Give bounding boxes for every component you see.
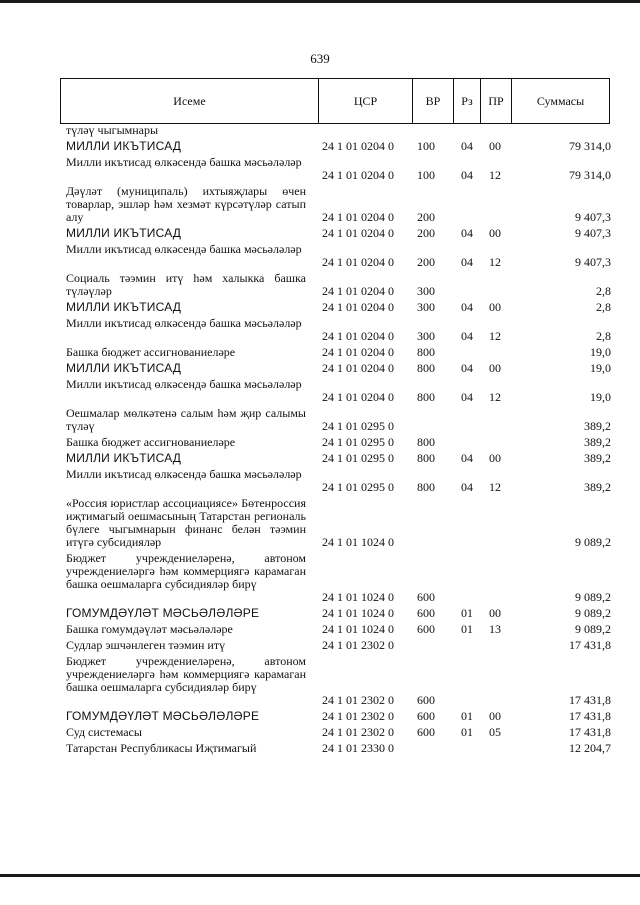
row-sum: 17 431,8 — [569, 693, 611, 707]
row-name: Башка бюджет ассигнованиеләре — [66, 435, 236, 449]
table-row — [0, 156, 640, 185]
row-sum: 9 407,3 — [575, 210, 611, 224]
header-csr: ЦСР — [353, 94, 378, 108]
row-vr: 300 — [417, 284, 435, 298]
row-csr: 24 1 01 1024 0 — [322, 590, 394, 604]
row-csr: 24 1 01 0204 0 — [322, 210, 394, 224]
row-name: МИЛЛИ ИКЪТИСАД — [66, 226, 182, 240]
row-csr: 24 1 01 0204 0 — [322, 329, 394, 343]
row-rz: 04 — [461, 255, 473, 269]
row-sum: 17 431,8 — [569, 709, 611, 723]
row-pr: 00 — [489, 361, 501, 375]
row-vr: 600 — [417, 606, 435, 620]
scan-top-edge — [0, 0, 640, 3]
row-pr: 00 — [489, 606, 501, 620]
row-vr: 600 — [417, 590, 435, 604]
row-name: Милли икътисад өлкәсендә башка мәсьәләләр — [66, 377, 302, 391]
row-name: Социаль тәэмин итү һәм халыкка башка түләүләр — [66, 271, 306, 298]
row-sum: 17 431,8 — [569, 725, 611, 739]
table-row — [0, 124, 640, 140]
header-pr: ПР — [488, 94, 504, 108]
table-row — [0, 639, 640, 655]
row-name: түләү чыгымнары — [66, 123, 159, 137]
row-rz: 01 — [461, 709, 473, 723]
row-rz: 04 — [461, 226, 473, 240]
table-row — [0, 552, 640, 607]
row-name: ГОМУМДӘҮЛӘТ МӘСЬӘЛӘЛӘРЕ — [66, 709, 260, 723]
row-sum: 79 314,0 — [569, 168, 611, 182]
row-name: МИЛЛИ ИКЪТИСАД — [66, 139, 182, 153]
table-row — [0, 272, 640, 301]
row-name: Милли икътисад өлкәсендә башка мәсьәләләр — [66, 467, 302, 481]
table-row — [0, 243, 640, 272]
row-csr: 24 1 01 0204 0 — [322, 226, 394, 240]
row-csr: 24 1 01 2302 0 — [322, 725, 394, 739]
row-vr: 100 — [417, 139, 435, 153]
row-sum: 389,2 — [584, 451, 611, 465]
table-row — [0, 407, 640, 436]
row-name: «Россия юристлар ассоциациясе» Бөтенроссия иҗтимагый оешмасының Татарстан региональ бүлеге чыгымнарын финанс белән тәэмин итүгә субсидияләр — [66, 496, 306, 549]
row-sum: 9 407,3 — [575, 255, 611, 269]
row-csr: 24 1 01 0204 0 — [322, 390, 394, 404]
table-row — [0, 301, 640, 317]
table-row — [0, 710, 640, 726]
row-rz: 01 — [461, 725, 473, 739]
row-rz: 04 — [461, 139, 473, 153]
row-vr: 800 — [417, 480, 435, 494]
header-rz: Рз — [461, 94, 473, 108]
row-rz: 04 — [461, 390, 473, 404]
row-vr: 600 — [417, 622, 435, 636]
row-pr: 13 — [489, 622, 501, 636]
row-vr: 800 — [417, 361, 435, 375]
table-row — [0, 346, 640, 362]
row-sum: 389,2 — [584, 419, 611, 433]
row-vr: 600 — [417, 693, 435, 707]
row-sum: 12 204,7 — [569, 741, 611, 755]
row-name: Башка бюджет ассигнованиеләре — [66, 345, 236, 359]
row-sum: 389,2 — [584, 480, 611, 494]
row-sum: 19,0 — [590, 361, 611, 375]
row-name: Милли икътисад өлкәсендә башка мәсьәләләр — [66, 242, 302, 256]
table-row — [0, 227, 640, 243]
row-pr: 00 — [489, 451, 501, 465]
row-csr: 24 1 01 2302 0 — [322, 638, 394, 652]
scan-bottom-band — [0, 874, 640, 877]
row-name: Милли икътисад өлкәсендә башка мәсьәләләр — [66, 316, 302, 330]
table-row — [0, 436, 640, 452]
row-csr: 24 1 01 0204 0 — [322, 168, 394, 182]
row-rz: 04 — [461, 168, 473, 182]
row-pr: 00 — [489, 226, 501, 240]
row-pr: 00 — [489, 139, 501, 153]
row-rz: 04 — [461, 480, 473, 494]
row-rz: 01 — [461, 606, 473, 620]
row-csr: 24 1 01 0204 0 — [322, 284, 394, 298]
row-rz: 01 — [461, 622, 473, 636]
table-row — [0, 623, 640, 639]
row-vr: 800 — [417, 390, 435, 404]
row-name: Бюджет учреждениеләренә, автоном учреждениеләргә һәм коммерциягә карамаган башка оешмаларга субсидияләр бирү — [66, 551, 306, 591]
header-sum: Суммасы — [536, 94, 585, 108]
row-name: Судлар эшчәнлеген тәэмин итү — [66, 638, 226, 652]
row-vr: 800 — [417, 345, 435, 359]
row-pr: 00 — [489, 300, 501, 314]
row-pr: 12 — [489, 480, 501, 494]
row-csr: 24 1 01 0204 0 — [322, 361, 394, 375]
row-csr: 24 1 01 0295 0 — [322, 419, 394, 433]
row-csr: 24 1 01 1024 0 — [322, 622, 394, 636]
header-name: Исеме — [173, 94, 206, 108]
table-body — [0, 124, 640, 758]
row-sum: 9 089,2 — [575, 606, 611, 620]
row-sum: 9 407,3 — [575, 226, 611, 240]
table-row — [0, 468, 640, 497]
row-vr: 200 — [417, 226, 435, 240]
row-sum: 2,8 — [596, 329, 611, 343]
row-pr: 12 — [489, 168, 501, 182]
table-row — [0, 317, 640, 346]
row-sum: 9 089,2 — [575, 590, 611, 604]
row-rz: 04 — [461, 300, 473, 314]
row-sum: 19,0 — [590, 345, 611, 359]
row-vr: 200 — [417, 210, 435, 224]
table-row — [0, 607, 640, 623]
row-pr: 12 — [489, 329, 501, 343]
row-csr: 24 1 01 1024 0 — [322, 535, 394, 549]
row-vr: 300 — [417, 329, 435, 343]
row-pr: 05 — [489, 725, 501, 739]
row-name: Милли икътисад өлкәсендә башка мәсьәләләр — [66, 155, 302, 169]
row-vr: 100 — [417, 168, 435, 182]
row-csr: 24 1 01 0204 0 — [322, 139, 394, 153]
row-sum: 9 089,2 — [575, 535, 611, 549]
row-name: Башка гомумдәүләт мәсьәләләре — [66, 622, 233, 636]
row-sum: 79 314,0 — [569, 139, 611, 153]
row-csr: 24 1 01 2302 0 — [322, 709, 394, 723]
row-sum: 9 089,2 — [575, 622, 611, 636]
row-csr: 24 1 01 2302 0 — [322, 693, 394, 707]
table-row — [0, 140, 640, 156]
row-name: МИЛЛИ ИКЪТИСАД — [66, 451, 182, 465]
row-pr: 12 — [489, 255, 501, 269]
row-vr: 800 — [417, 435, 435, 449]
table-row — [0, 378, 640, 407]
table-row — [0, 362, 640, 378]
row-name: Оешмалар мөлкәтенә салым һәм җир салымы түләү — [66, 406, 306, 433]
row-csr: 24 1 01 2330 0 — [322, 741, 394, 755]
row-name: Татарстан Республикасы Иҗтимагый — [66, 741, 257, 755]
row-sum: 2,8 — [596, 300, 611, 314]
row-rz: 04 — [461, 451, 473, 465]
table-row — [0, 655, 640, 710]
row-name: Бюджет учреждениеләренә, автоном учреждениеләргә һәм коммерциягә карамаган башка оешмаларга субсидияләр бирү — [66, 654, 306, 694]
table-row — [0, 185, 640, 227]
row-csr: 24 1 01 0204 0 — [322, 345, 394, 359]
row-vr: 200 — [417, 255, 435, 269]
row-sum: 389,2 — [584, 435, 611, 449]
row-rz: 04 — [461, 361, 473, 375]
table-row — [0, 497, 640, 552]
table-header — [60, 78, 610, 124]
row-csr: 24 1 01 0204 0 — [322, 255, 394, 269]
table-row — [0, 726, 640, 742]
row-vr: 300 — [417, 300, 435, 314]
row-name: Дәүләт (муниципаль) ихтыяҗлары өчен товарлар, эшләр һәм хезмәт күрсәтүләр сатып алу — [66, 184, 306, 224]
table-row — [0, 742, 640, 758]
row-rz: 04 — [461, 329, 473, 343]
row-sum: 19,0 — [590, 390, 611, 404]
row-csr: 24 1 01 0295 0 — [322, 480, 394, 494]
row-name: ГОМУМДӘҮЛӘТ МӘСЬӘЛӘЛӘРЕ — [66, 606, 260, 620]
row-csr: 24 1 01 0295 0 — [322, 451, 394, 465]
table-row — [0, 452, 640, 468]
row-csr: 24 1 01 1024 0 — [322, 606, 394, 620]
header-vr: ВР — [425, 94, 441, 108]
row-name: МИЛЛИ ИКЪТИСАД — [66, 361, 182, 375]
page-number: 639 — [310, 51, 330, 66]
row-sum: 17 431,8 — [569, 638, 611, 652]
row-name: МИЛЛИ ИКЪТИСАД — [66, 300, 182, 314]
row-csr: 24 1 01 0204 0 — [322, 300, 394, 314]
row-vr: 600 — [417, 709, 435, 723]
row-vr: 600 — [417, 725, 435, 739]
row-csr: 24 1 01 0295 0 — [322, 435, 394, 449]
row-name: Суд системасы — [66, 725, 142, 739]
row-pr: 00 — [489, 709, 501, 723]
row-vr: 800 — [417, 451, 435, 465]
row-pr: 12 — [489, 390, 501, 404]
row-sum: 2,8 — [596, 284, 611, 298]
